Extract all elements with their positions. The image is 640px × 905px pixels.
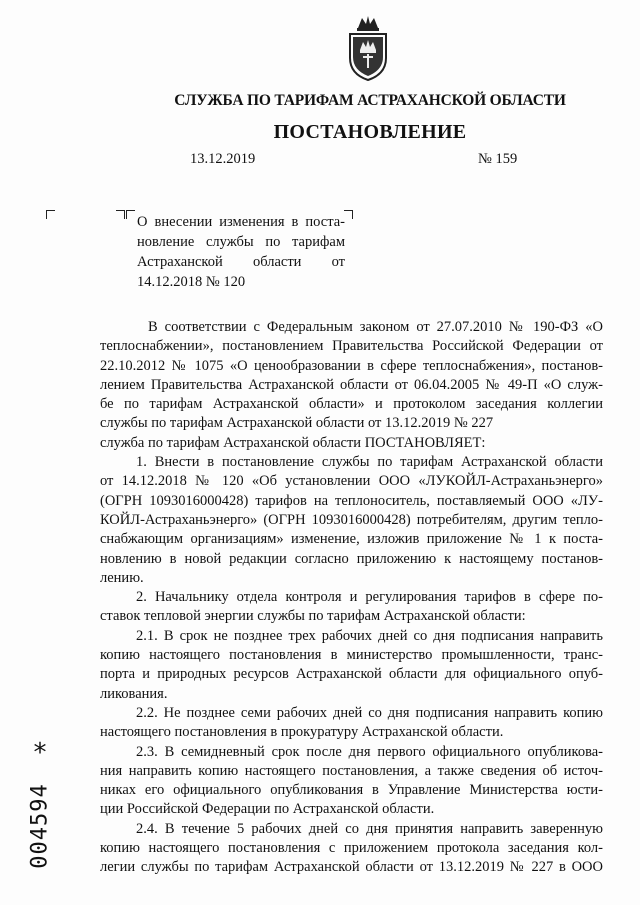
body-line: 2. Начальнику отдела контроля и регулирования тарифов в сфере по- [136,589,603,606]
document-date: 13.12.2019 [190,151,256,167]
body-line: В соответствии с Федеральным законом от 27.07.2010 № 190-ФЗ «О [148,319,603,335]
coat-of-arms-icon [344,14,392,82]
document-body [100,318,603,878]
document-number: № 159 [478,151,518,167]
agency-name: СЛУЖБА ПО ТАРИФАМ АСТРАХАНСКОЙ ОБЛАСТИ [174,92,566,109]
corner-mark [116,210,125,219]
registration-stamp [26,740,54,870]
body-line: 1. Внести в постановление службы по тарифам Астраханской области [136,454,603,471]
body-line: теплоснабжении», постановлением Правительства Российской Федерации от [100,338,603,355]
body-line: ставок тепловой энергии службы по тарифам Астраханской области: [100,608,526,625]
body-line: легии службы по тарифам Астраханской области от 13.12.2019 № 227 в ООО [100,859,603,876]
title-line: 14.12.2018 № 120 [137,274,246,290]
body-line: копию настоящего постановления в министерство промышленности, транс- [100,647,603,664]
body-line: копию настоящего постановления с приложением протокола заседания кол- [100,840,603,857]
body-line: КОЙЛ-Астраханьэнерго» (ОГРН 1093016000428) потребителям, другим тепло- [100,511,603,528]
body-line: служба по тарифам Астраханской области ПОСТАНОВЛЯЕТ: [100,434,486,451]
corner-mark [344,210,353,219]
title-line: Астраханской области от [137,254,345,270]
body-line: (ОГРН 1093016000428) тарифов на теплоноситель, поставляемый ООО «ЛУ- [100,492,603,509]
title-line: новление службы по тарифам [137,234,345,250]
body-line: настоящего постановления в прокуратуру Астраханской области. [100,724,504,741]
registration-number: 004594 [27,783,53,869]
title-line: О внесении изменения в поста- [137,214,345,230]
body-line: службы по тарифам Астраханской области от 13.12.2019 № 227 [100,415,494,432]
asterisk-icon: * [33,738,47,768]
body-line: 22.10.2012 № 1075 «О ценообразовании в сфере теплоснабжения», постанов- [100,357,603,374]
body-line: от 14.12.2018 № 120 «Об установлении ООО «ЛУКОЙЛ-Астраханьэнерго» [100,473,603,490]
body-line: лению. [100,569,144,586]
body-line: ликования. [100,685,168,702]
body-line: 2.2. Не позднее семи рабочих дней со дня подписания направить копию [136,704,603,721]
body-line: порта и природных ресурсов Астраханской области для официального опуб- [100,666,603,683]
body-line: бе по тарифам Астраханской области» и протоколом заседания коллегии [100,396,603,413]
body-line: ния направить копию настоящего постановления, а также сведения об источ- [100,762,603,779]
body-line: снабжающим организациям» изменение, изложив приложение № 1 к поста- [100,531,603,548]
body-line: 2.3. В семидневный срок после дня первого официального опубликова- [136,743,603,760]
body-line: лением Правительства Астраханской области от 06.04.2005 № 49-П «О служ- [100,376,603,393]
body-line: ции Российской Федерации по Астраханской области. [100,801,435,818]
corner-mark [126,210,135,219]
body-line: 2.1. В срок не позднее трех рабочих дней со дня подписания направить [136,627,603,644]
corner-mark [46,210,55,219]
body-line: никах его официального опубликования в Управление Министерства юсти- [100,782,603,799]
document-type: ПОСТАНОВЛЕНИЕ [273,121,467,143]
body-line: 2.4. В течение 5 рабочих дней со дня принятия направить заверенную [136,820,603,837]
body-line: новлению в новой редакции согласно приложению к настоящему постанов- [100,550,603,567]
document-title [137,212,345,292]
